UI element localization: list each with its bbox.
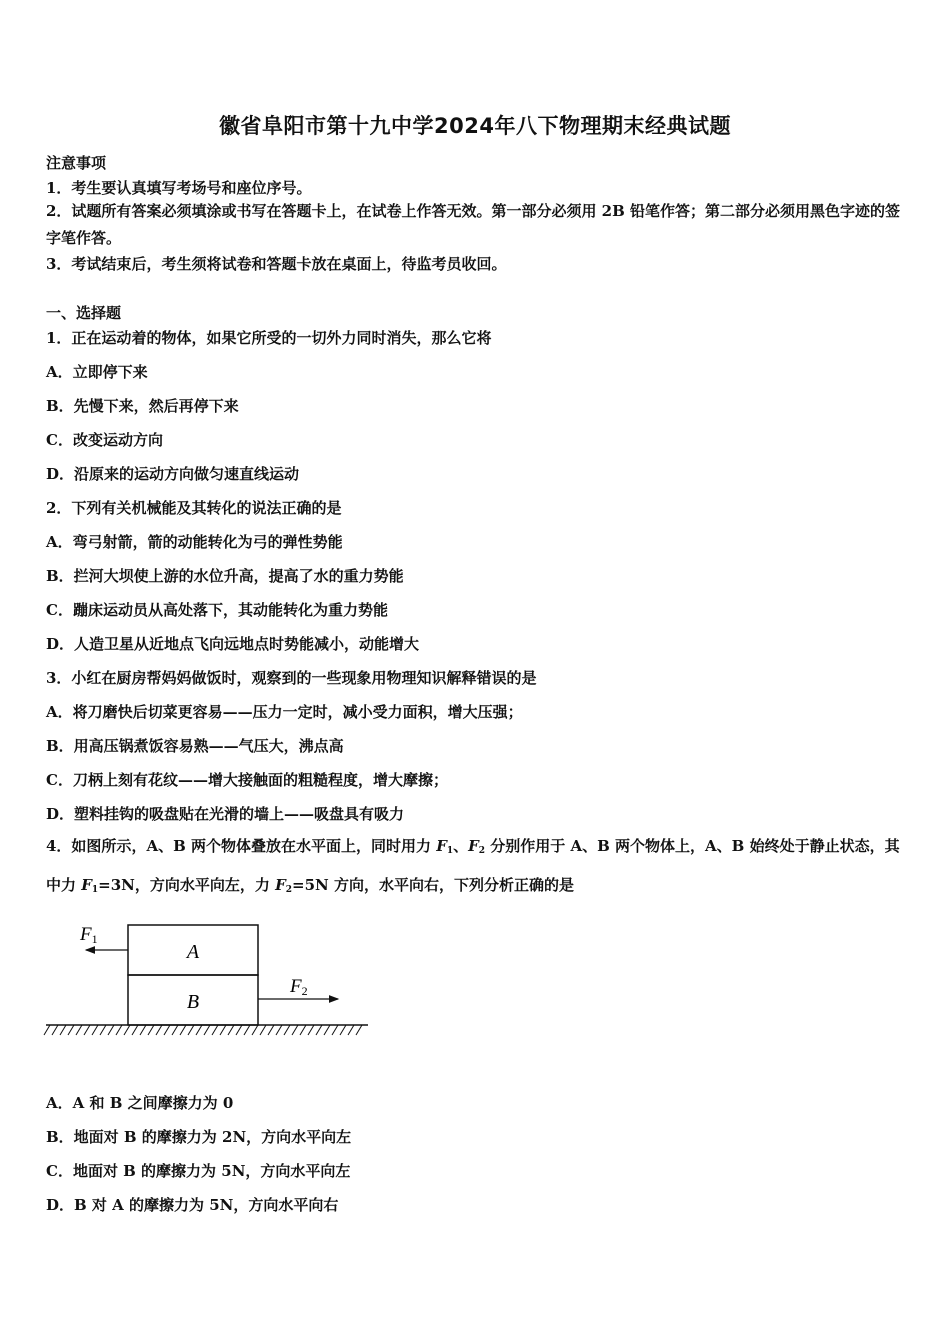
question-1-stem: 1．正在运动着的物体，如果它所受的一切外力同时消失，那么它将 [46, 329, 492, 347]
question-3-option-c: C．刀柄上刻有花纹——增大接触面的粗糙程度，增大摩擦； [46, 771, 448, 789]
hatch-mark [212, 1025, 218, 1035]
hatch-mark [100, 1025, 106, 1035]
hatch-mark [228, 1025, 234, 1035]
hatch-mark [204, 1025, 210, 1035]
hatch-mark [148, 1025, 154, 1035]
hatch-mark [236, 1025, 242, 1035]
hatch-mark [316, 1025, 322, 1035]
notice-item-1: 1．考生要认真填写考场号和座位序号。 [46, 179, 312, 197]
hatch-mark [116, 1025, 122, 1035]
hatch-mark [324, 1025, 330, 1035]
question-1-option-d: D．沿原来的运动方向做匀速直线运动 [46, 465, 300, 483]
hatch-mark [244, 1025, 250, 1035]
hatch-mark [172, 1025, 178, 1035]
hatch-mark [284, 1025, 290, 1035]
question-4-stem: 4．如图所示，A、B 两个物体叠放在水平面上，同时用力 $F_1$、$F_2$ 分别作用于 A、B 两个物体上，A、B 始终处于静止状态，其中力 $F_1=3N$，方向水平向左，力 $F_2=5N$ 方向，水平向右，下列分析正确的是 [46, 837, 900, 895]
question-2-option-b: B．拦河大坝使上游的水位升高，提高了水的重力势能 [46, 567, 404, 585]
question-2-stem: 2．下列有关机械能及其转化的说法正确的是 [46, 499, 342, 517]
notice-heading: 注意事项 [46, 154, 107, 172]
hatch-mark [140, 1025, 146, 1035]
notice-item-3: 3．考试结束后，考生须将试卷和答题卡放在桌面上，待监考员收回。 [46, 255, 507, 273]
hatch-mark [124, 1025, 130, 1035]
question-4-option-a: A．A 和 B 之间摩擦力为 0 [46, 1094, 234, 1112]
hatch-mark [252, 1025, 258, 1035]
notice-item-2: 2．试题所有答案必须填涂或书写在答题卡上，在试卷上作答无效。第一部分必须用 2B 铅笔作答；第二部分必须用黑色字迹的签字笔作答。 [46, 202, 901, 247]
ground-hatching [44, 1025, 362, 1035]
hatch-mark [196, 1025, 202, 1035]
hatch-mark [260, 1025, 266, 1035]
hatch-mark [164, 1025, 170, 1035]
hatch-mark [356, 1025, 362, 1035]
question-2-option-c: C．蹦床运动员从高处落下，其动能转化为重力势能 [46, 601, 388, 619]
hatch-mark [276, 1025, 282, 1035]
block-b-label: B [186, 991, 200, 1013]
section-heading: 一、选择题 [46, 304, 122, 322]
hatch-mark [52, 1025, 58, 1035]
question-1-option-c: C．改变运动方向 [46, 431, 163, 449]
question-1-option-b: B．先慢下来，然后再停下来 [46, 397, 239, 415]
hatch-mark [180, 1025, 186, 1035]
hatch-mark [332, 1025, 338, 1035]
hatch-mark [188, 1025, 194, 1035]
hatch-mark [84, 1025, 90, 1035]
f2-label: F2 [290, 976, 308, 998]
question-2-option-d: D．人造卫星从近地点飞向远地点时势能减小，动能增大 [46, 635, 420, 653]
hatch-mark [132, 1025, 138, 1035]
question-3-option-b: B．用高压锅煮饭容易熟——气压大，沸点高 [46, 737, 344, 755]
hatch-mark [68, 1025, 74, 1035]
hatch-mark [76, 1025, 82, 1035]
hatch-mark [268, 1025, 274, 1035]
question-4-figure [42, 915, 372, 1045]
question-4-option-c: C．地面对 B 的摩擦力为 5N，方向水平向左 [46, 1162, 351, 1180]
hatch-mark [156, 1025, 162, 1035]
hatch-mark [44, 1025, 50, 1035]
page-title: 徽省阜阳市第十九中学2024年八下物理期末经典试题 [219, 114, 731, 138]
question-3-stem: 3．小红在厨房帮妈妈做饭时，观察到的一些现象用物理知识解释错误的是 [46, 669, 537, 687]
f1-label: F1 [80, 924, 98, 946]
question-2-option-a: A．弯弓射箭，箭的动能转化为弓的弹性势能 [46, 533, 343, 551]
hatch-mark [92, 1025, 98, 1035]
question-3-option-a: A．将刀磨快后切菜更容易——压力一定时，减小受力面积，增大压强； [46, 703, 523, 721]
hatch-mark [292, 1025, 298, 1035]
hatch-mark [348, 1025, 354, 1035]
hatch-mark [308, 1025, 314, 1035]
question-4-option-d: D．B 对 A 的摩擦力为 5N，方向水平向右 [46, 1196, 339, 1214]
hatch-mark [108, 1025, 114, 1035]
block-a-label: A [186, 941, 200, 963]
question-4-option-b: B．地面对 B 的摩擦力为 2N，方向水平向左 [46, 1128, 352, 1146]
question-3-option-d: D．塑料挂钩的吸盘贴在光滑的墙上——吸盘具有吸力 [46, 805, 405, 823]
hatch-mark [340, 1025, 346, 1035]
hatch-mark [300, 1025, 306, 1035]
question-1-option-a: A．立即停下来 [46, 363, 148, 381]
hatch-mark [220, 1025, 226, 1035]
hatch-mark [60, 1025, 66, 1035]
